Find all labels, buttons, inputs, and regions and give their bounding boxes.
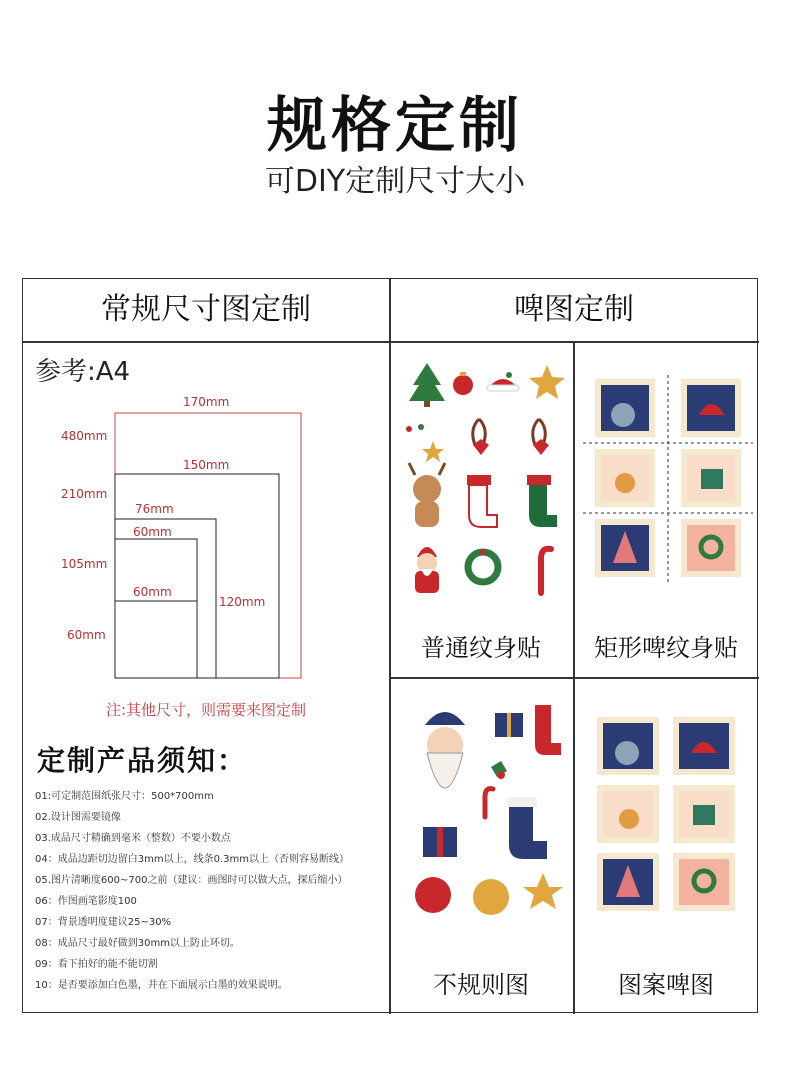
notice-item: 05.图片清晰度600~700之前（建议：画图时可以做大点，探后缩小） [35,875,348,886]
caption-ordinary-tattoo: 普通纹身贴 [421,634,541,662]
page-title: 规格定制 [267,91,523,161]
pattern-sticker-sheet [595,715,739,915]
custom-size-note: 注:其他尺寸，则需要来图定制 [105,701,307,719]
notice-item: 02.设计图需要镜像 [35,812,121,823]
dim-120mm: 120mm [219,595,266,609]
notice-title: 定制产品须知： [37,744,248,777]
right-row-divider [389,677,759,679]
notice-item: 04：成品边距切边留白3mm以上，线条0.3mm以上（否则容易断线） [35,854,349,865]
caption-pattern-diecut: 图案啤图 [618,971,714,999]
notice-item: 01:可定制范围纸张尺寸：500*700mm [35,791,214,802]
left-heading: 常规尺寸图定制 [101,292,311,327]
dim-480mm: 480mm [61,429,108,443]
notice-item: 07：背景透明度建议25~30% [35,917,172,928]
dim-150mm: 150mm [183,458,230,472]
notice-item: 10：是否要添加白色墨，并在下面展示白墨的效果说明。 [35,980,288,991]
page-subtitle: 可DIY定制尺寸大小 [264,164,526,199]
size-box-60 [115,539,197,678]
dim-105mm: 105mm [61,557,108,571]
notice-item: 08：成品尺寸最好做到30mm以上防止环切。 [35,938,240,949]
dim-60mm-top: 60mm [133,525,172,539]
notice-item: 03.成品尺寸精确到毫米（整数）不要小数点 [35,833,231,844]
dim-170mm: 170mm [183,395,230,409]
dim-76mm: 76mm [135,502,174,516]
dim-60mm-left: 60mm [67,628,106,642]
size-box-a4 [115,413,301,678]
spec-table [22,278,758,1013]
caption-rectangular-tattoo: 矩形啤纹身贴 [594,634,738,662]
notice-item: 06：作图画笔影度100 [35,896,137,907]
stamp-sticker-sheet [583,375,753,585]
reference-label: 参考:A4 [35,357,131,387]
dim-210mm: 210mm [61,487,108,501]
christmas-sticker-sheet [397,357,567,607]
right-heading: 啤图定制 [514,292,634,327]
dim-60mm-bottom: 60mm [133,585,172,599]
irregular-sticker-art [403,697,563,937]
notice-item: 09：看下拍好的能不能切割 [35,959,158,970]
caption-irregular: 不规则图 [433,971,529,999]
